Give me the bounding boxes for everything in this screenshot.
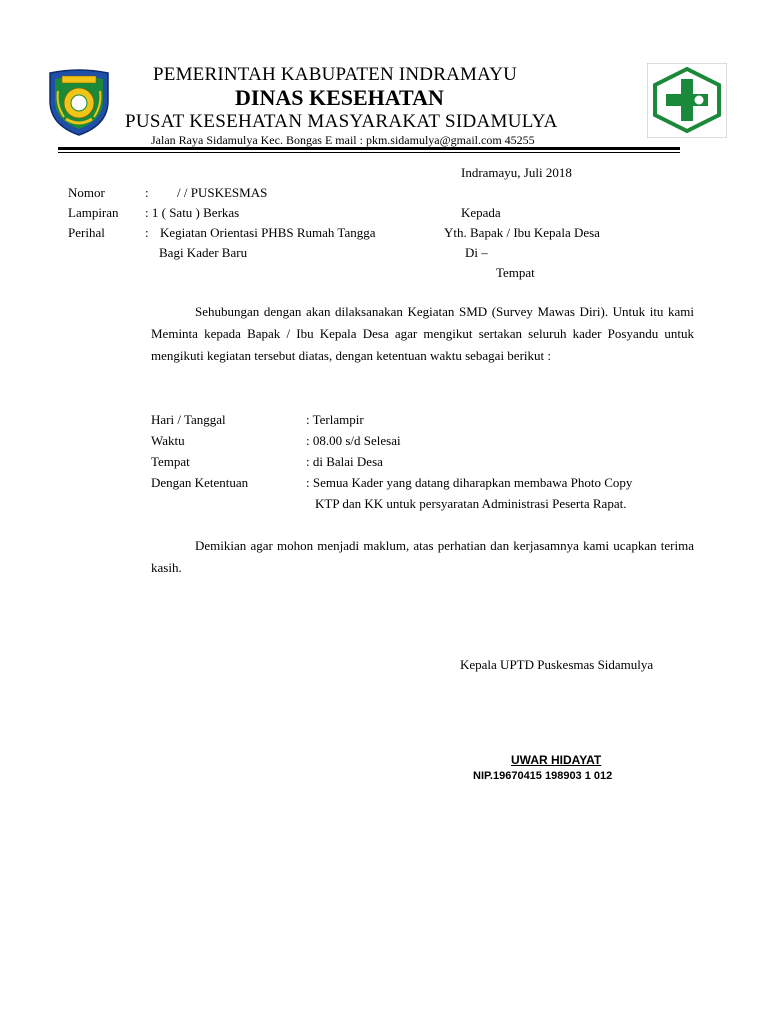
nomor-label: Nomor bbox=[68, 185, 105, 200]
perihal-label: Perihal bbox=[68, 225, 105, 240]
detail-value-ketentuan-line2: KTP dan KK untuk persyaratan Administrasi Peserta Rapat. bbox=[315, 496, 627, 511]
detail-value-waktu: : 08.00 s/d Selesai bbox=[306, 433, 401, 448]
recipient-di: Di – bbox=[465, 245, 488, 260]
header-line3: PUSAT KESEHATAN MASYARAKAT SIDAMULYA bbox=[125, 111, 558, 132]
detail-label-hari: Hari / Tanggal bbox=[151, 412, 226, 427]
signature-name: UWAR HIDAYAT bbox=[511, 753, 602, 767]
lampiran-label: Lampiran bbox=[68, 205, 119, 220]
nomor-colon: : bbox=[145, 185, 149, 200]
body-paragraph-1: Sehubungan dengan akan dilaksanakan Kegiatan SMD (Survey Mawas Diri). Untuk itu kami Meminta kepada Bapak / Ibu Kepala Desa agar mengikut sertakan seluruh kader Posyandu untuk mengikuti kegiatan tersebut diatas, dengan ketentuan waktu sebagai berikut : bbox=[151, 304, 694, 363]
recipient-yth: Yth. Bapak / Ibu Kepala Desa bbox=[444, 225, 600, 240]
place-date: Indramayu, Juli 2018 bbox=[461, 165, 572, 180]
header-line2: DINAS KESEHATAN bbox=[235, 85, 444, 110]
detail-label-waktu: Waktu bbox=[151, 433, 185, 448]
body-paragraph-2: Demikian agar mohon menjadi maklum, atas perhatian dan kerjasamnya kami ucapkan terima kasih. bbox=[151, 538, 694, 575]
detail-label-ketentuan: Dengan Ketentuan bbox=[151, 475, 249, 490]
header-line1: PEMERINTAH KABUPATEN INDRAMAYU bbox=[153, 64, 518, 85]
signature-nip: NIP.19670415 198903 1 012 bbox=[473, 770, 613, 782]
indramayu-emblem-logo bbox=[44, 67, 114, 137]
header-address: Jalan Raya Sidamulya Kec. Bongas E mail : pkm.sidamulya@gmail.com 45255 bbox=[151, 133, 535, 147]
detail-label-tempat: Tempat bbox=[151, 454, 190, 469]
detail-value-ketentuan: : Semua Kader yang datang diharapkan membawa Photo Copy bbox=[306, 475, 633, 490]
detail-value-hari: : Terlampir bbox=[306, 412, 364, 427]
header-divider-thick bbox=[58, 147, 680, 150]
lampiran-value: : 1 ( Satu ) Berkas bbox=[145, 205, 240, 220]
header-divider-thin bbox=[58, 152, 680, 153]
signature-title: Kepala UPTD Puskesmas Sidamulya bbox=[460, 657, 654, 672]
recipient-kepada: Kepada bbox=[461, 205, 501, 220]
puskesmas-logo bbox=[647, 63, 727, 138]
perihal-colon: : bbox=[145, 225, 149, 240]
detail-value-tempat: : di Balai Desa bbox=[306, 454, 383, 469]
perihal-value: Kegiatan Orientasi PHBS Rumah Tangga bbox=[160, 225, 376, 240]
nomor-value: / / PUSKESMAS bbox=[177, 185, 268, 200]
recipient-tempat: Tempat bbox=[496, 265, 535, 280]
perihal-value-line2: Bagi Kader Baru bbox=[159, 245, 248, 260]
